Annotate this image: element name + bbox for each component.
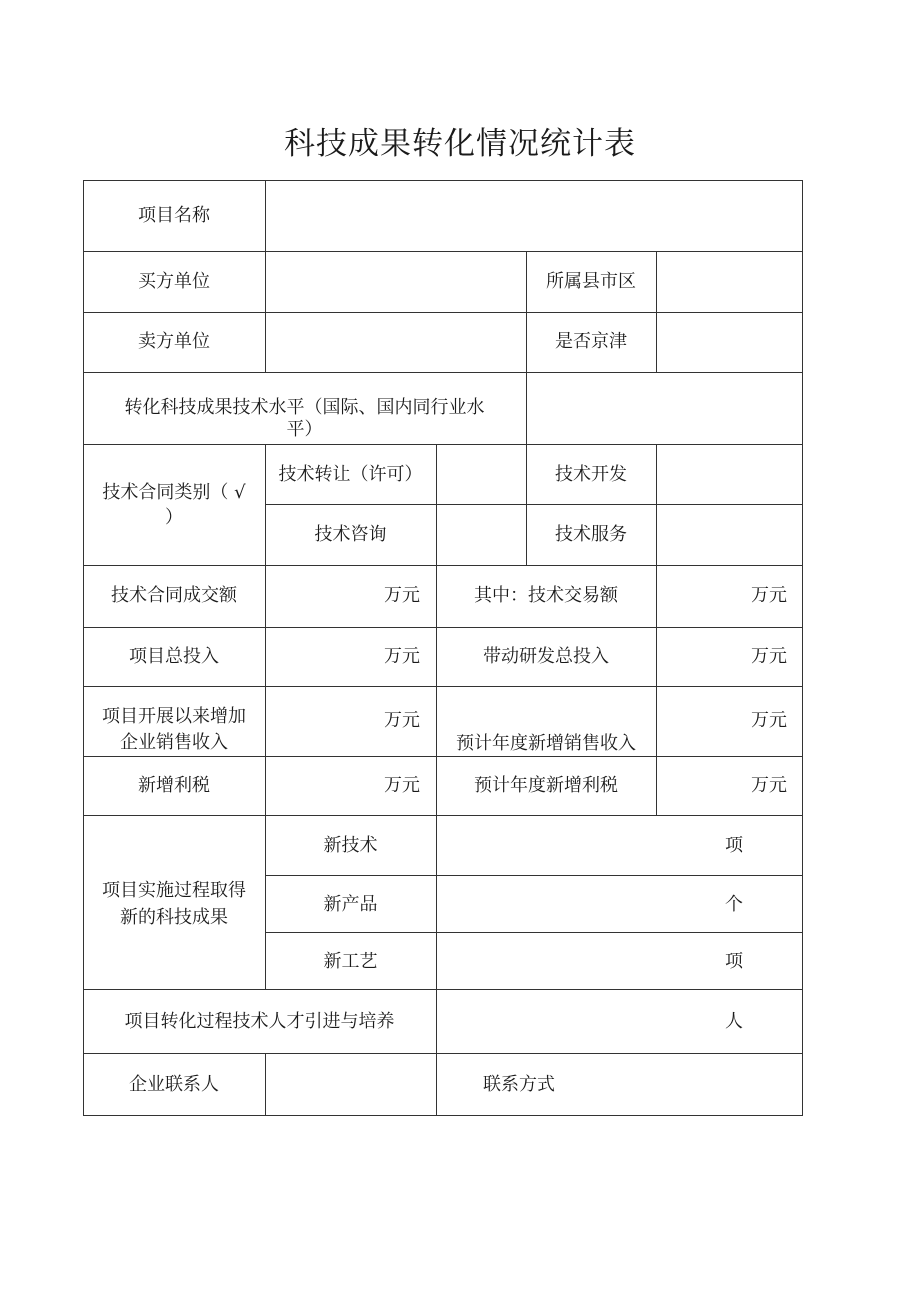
label-trade-amount: 其中：技术交易额	[474, 585, 618, 606]
column-divider	[526, 251, 527, 372]
label-expected-sales: 预计年度新增销售收入	[456, 733, 636, 754]
label-new-product: 新产品	[323, 894, 378, 915]
unit-wan-yuan: 万元	[751, 775, 787, 796]
label-contract-amount: 技术合同成交额	[111, 585, 237, 606]
unit-ren: 人	[725, 1011, 743, 1032]
row-divider	[83, 756, 803, 757]
label-buyer: 买方单位	[138, 271, 210, 292]
label-expected-tax: 预计年度新增利税	[474, 775, 618, 796]
column-divider	[265, 180, 266, 372]
label-project-name: 项目名称	[138, 205, 210, 226]
row-divider	[83, 372, 803, 373]
label-tech-level: 转化科技成果技术水平（国际、国内同行业水	[124, 397, 485, 418]
label-total-investment: 项目总投入	[129, 646, 219, 667]
label-contact-person: 企业联系人	[129, 1074, 219, 1095]
label-seller: 卖方单位	[138, 331, 210, 352]
unit-wan-yuan: 万元	[384, 646, 420, 667]
unit-xiang: 项	[725, 835, 743, 856]
label-county: 所属县市区	[546, 271, 636, 292]
row-divider	[83, 565, 803, 566]
column-divider	[265, 1053, 266, 1115]
label-contact-method: 联系方式	[483, 1074, 555, 1095]
column-divider	[656, 565, 657, 815]
unit-wan-yuan: 万元	[751, 585, 787, 606]
label-tech-transfer: 技术转让（许可）	[278, 464, 423, 485]
column-divider	[656, 251, 657, 372]
row-divider	[83, 686, 803, 687]
label-tech-service: 技术服务	[555, 524, 627, 545]
label-tech-consulting: 技术咨询	[314, 524, 387, 545]
unit-wan-yuan: 万元	[384, 775, 420, 796]
label-new-tax: 新增利税	[138, 775, 210, 796]
row-divider	[265, 875, 803, 876]
row-divider	[83, 815, 803, 816]
label-new-process: 新工艺	[323, 951, 378, 972]
page-title: 科技成果转化情况统计表	[284, 126, 636, 162]
column-divider	[526, 444, 527, 565]
unit-wan-yuan: 万元	[751, 710, 787, 731]
row-divider	[265, 504, 803, 505]
label-new-technology: 新技术	[323, 835, 378, 856]
column-divider	[436, 815, 437, 1115]
row-divider	[83, 627, 803, 628]
unit-xiang: 项	[725, 951, 743, 972]
unit-wan-yuan: 万元	[751, 646, 787, 667]
row-divider	[83, 1053, 803, 1054]
label-rd-investment: 带动研发总投入	[483, 646, 609, 667]
label-sales-increase-cont: 企业销售收入	[120, 732, 228, 753]
label-talent: 项目转化过程技术人才引进与培养	[124, 1011, 395, 1032]
label-contract-type: 技术合同类别（ √	[102, 482, 246, 503]
column-divider	[436, 444, 437, 565]
row-divider	[83, 312, 803, 313]
row-divider	[265, 932, 803, 933]
row-divider	[83, 251, 803, 252]
label-tech-level-cont: 平）	[286, 419, 323, 440]
row-divider	[83, 444, 803, 445]
label-achievements: 项目实施过程取得	[102, 880, 246, 901]
unit-ge: 个	[725, 894, 743, 915]
label-achievements-cont: 新的科技成果	[120, 907, 228, 928]
column-divider	[656, 444, 657, 565]
label-sales-increase: 项目开展以来增加	[102, 706, 246, 727]
label-contract-type-cont: ）	[165, 507, 183, 528]
column-divider	[526, 372, 527, 444]
row-divider	[83, 989, 803, 990]
unit-wan-yuan: 万元	[384, 585, 420, 606]
label-tech-development: 技术开发	[555, 464, 627, 485]
unit-wan-yuan: 万元	[384, 710, 420, 731]
label-jingjin: 是否京津	[555, 331, 627, 352]
